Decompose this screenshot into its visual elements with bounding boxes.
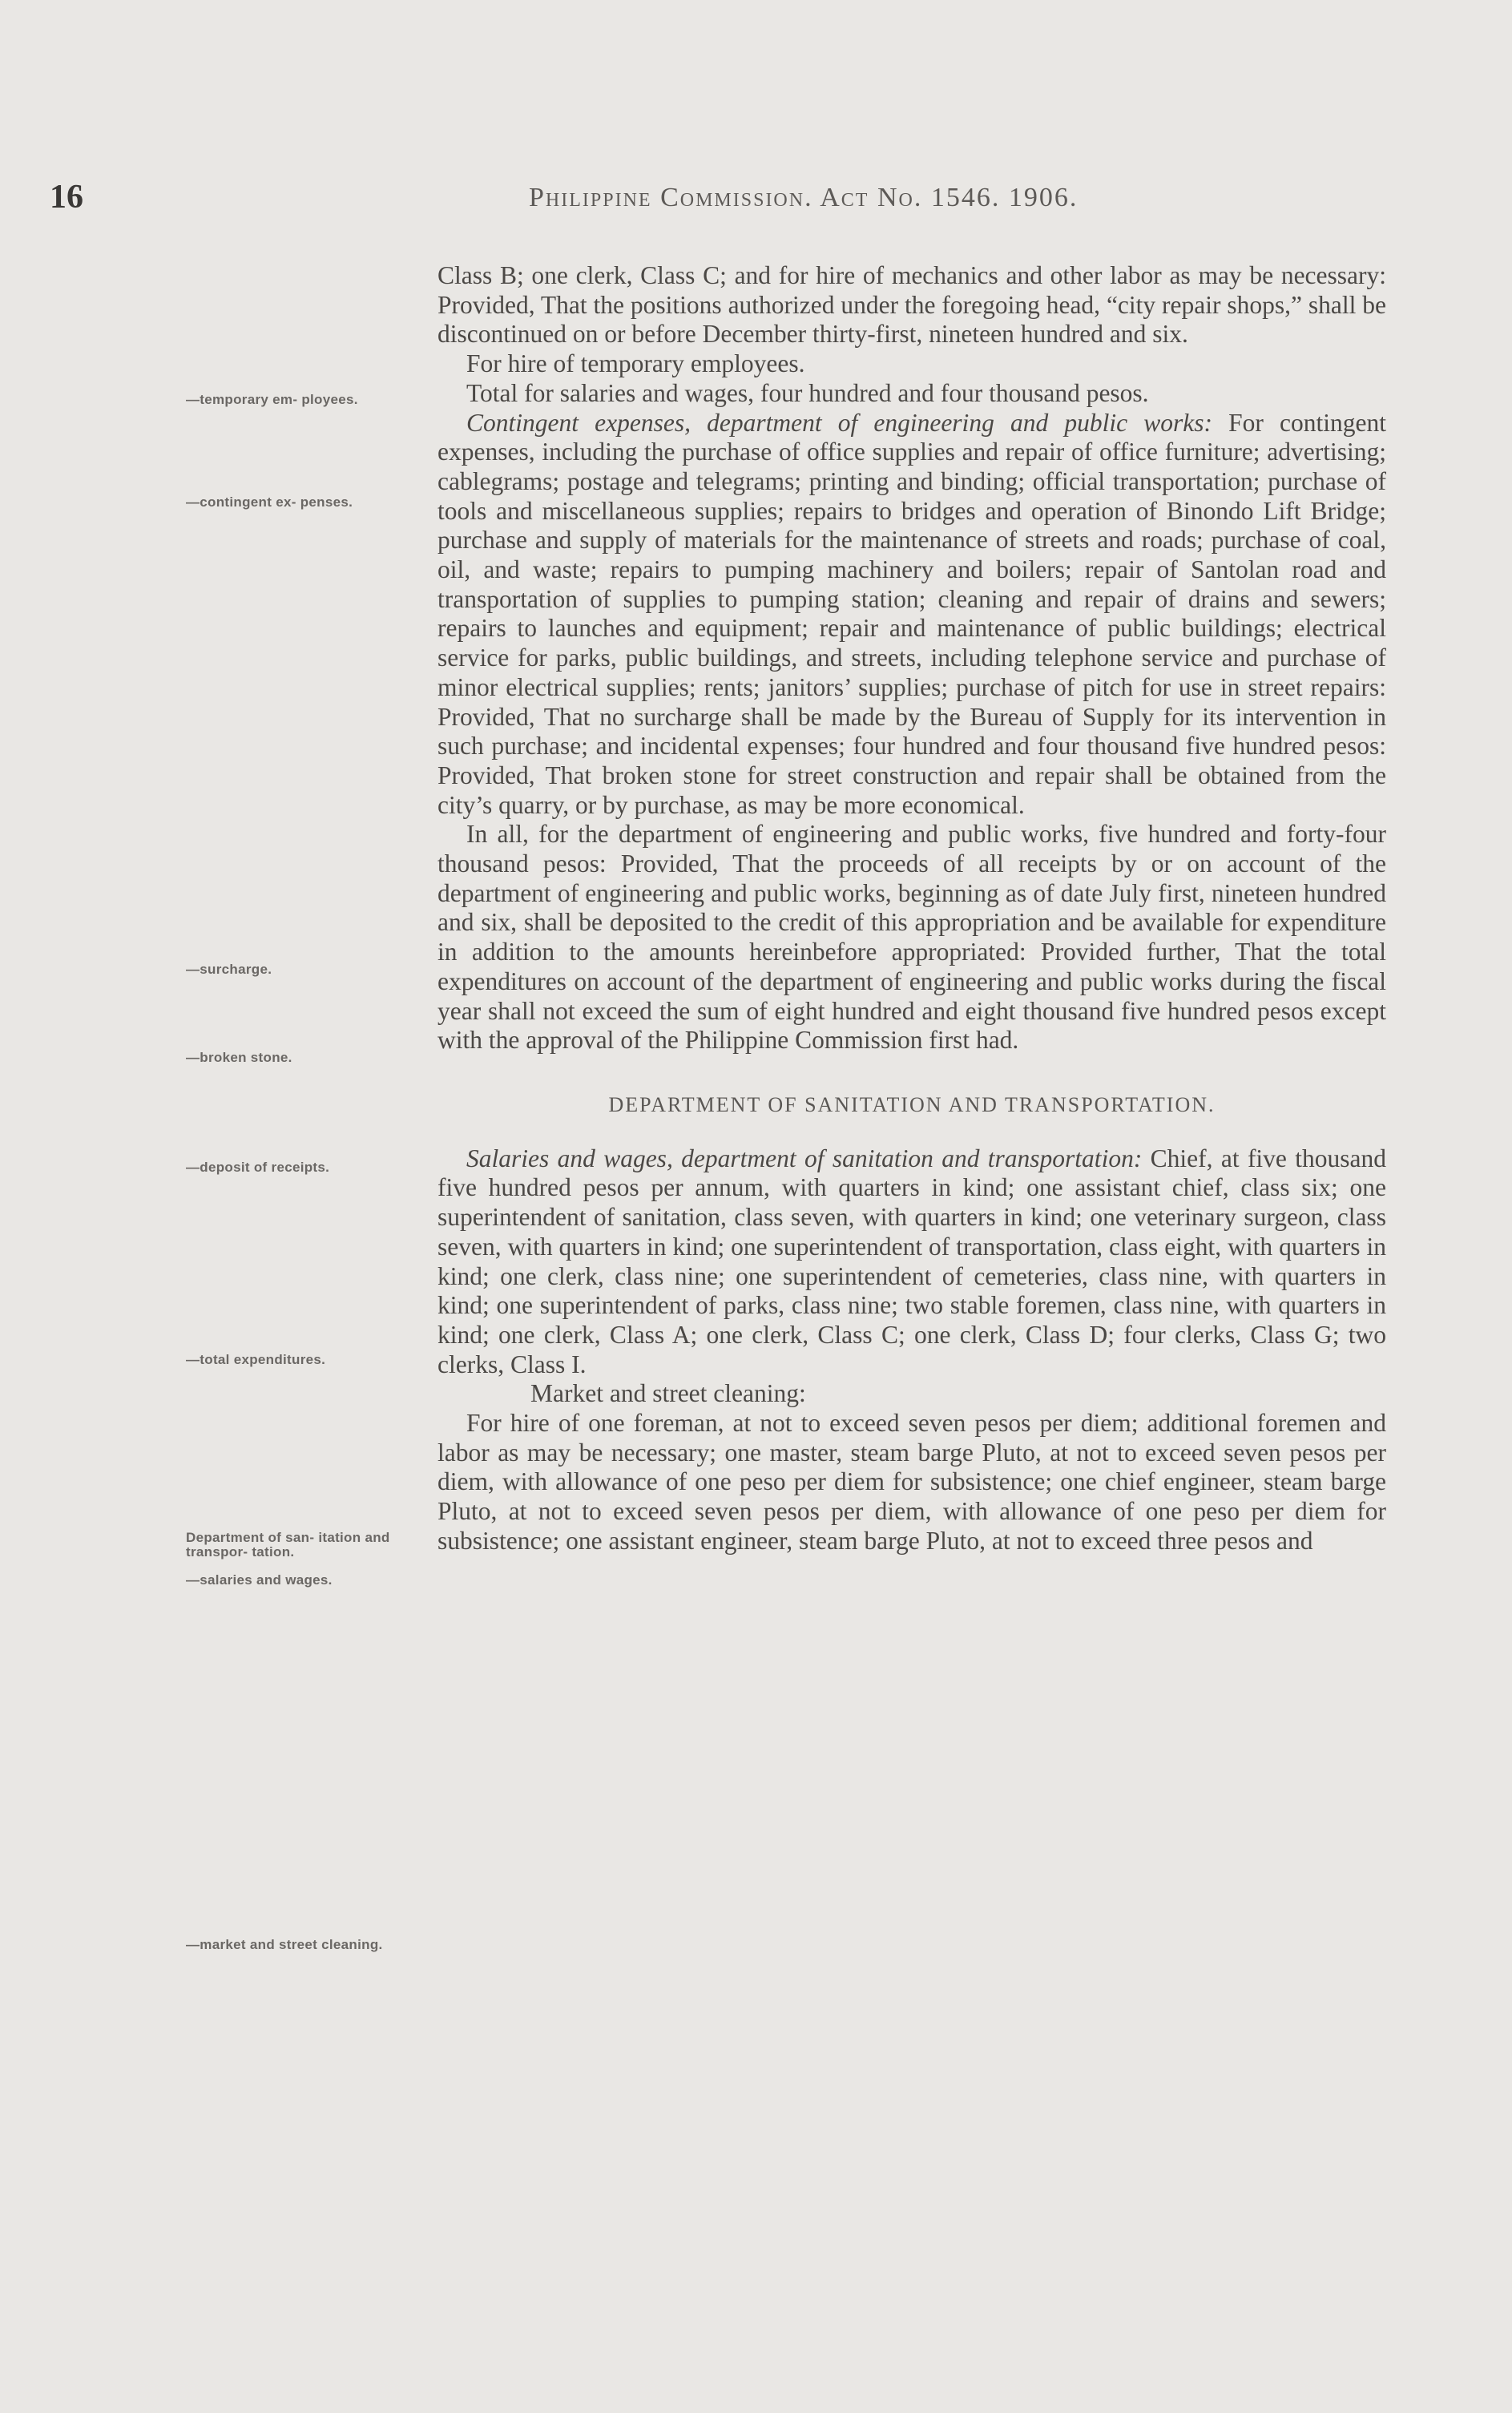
margin-note-total-expenditures: —total expenditures. (186, 1352, 326, 1367)
paragraph-salaries-sanitation (437, 1144, 1386, 1380)
paragraph-foreman-hire: For hire of one foreman, at not to exceed seven pesos per diem; additional foremen and labor as may be necessary; one master, steam barge Pluto, at not to exceed seven pesos per diem, with allowance of one peso per diem for subsistence; one chief engineer, steam barge Pluto, at not to exceed seven pesos per diem, with allowance of one peso per diem for subsistence; one assistant engineer, steam barge Pluto, at not to exceed three pesos and (437, 1409, 1386, 1555)
paragraph-contingent-expenses (437, 409, 1386, 821)
running-head: Philippine Commission. Act No. 1546. 1906. (529, 183, 1079, 212)
margin-note-market-street-cleaning: —market and street cleaning. (186, 1937, 383, 1952)
page-number: 16 (50, 179, 83, 216)
section-heading: DEPARTMENT OF SANITATION AND TRANSPORTATION. (608, 1092, 1216, 1116)
contingent-expenses-lead: Contingent expenses, department of engineering and public works: (466, 408, 1212, 437)
body-text (437, 261, 1386, 1556)
salaries-lead: Salaries and wages, department of sanitation and transportation: (466, 1144, 1143, 1172)
paragraph-temporary-employees: For hire of temporary employees. (466, 349, 805, 378)
paragraph-total-salaries: Total for salaries and wages, four hundred and four thousand pesos. (466, 378, 1149, 407)
margin-note-surcharge: —surcharge. (186, 962, 272, 977)
paragraph-class-b: Class B; one clerk, Class C; and for hire of mechanics and other labor as may be necessary: Provided, That the positions authorized under the foregoing head, “city repair shops,” shall be discontinued on or before December thirty-first, nineteen hundred and six. (437, 261, 1386, 349)
salaries-text: Chief, at five thousand five hundred pesos per annum, with quarters in kind; one assistant chief, class six; one superintendent of sanitation, class seven, with quarters in kind; one veterinary surgeon, class seven, with quarters in kind; one superintendent of transportation, class eight, with quarters in kind; one clerk, class nine; one superintendent of cemeteries, class nine, with quarters in kind; one superintendent of parks, class nine; two stable foremen, class nine, with quarters in kind; one clerk, Class A; one clerk, Class C; one clerk, Class D; four clerks, Class G; two clerks, Class I. (437, 1144, 1386, 1378)
margin-note-department-sanitation: Department of san- itation and transpor- tation. (186, 1530, 390, 1560)
page-header (0, 178, 1512, 226)
subhead-market-cleaning: Market and street cleaning: (530, 1379, 806, 1408)
margin-note-temporary-employees: —temporary em- ployees. (186, 392, 358, 407)
paragraph-in-all: In all, for the department of engineering and public works, five hundred and forty-four thousand pesos: Provided, That the proceeds of all receipts by or on account of the department of engineering and public works, beginning as of date July first, nineteen hundred and six, shall be deposited to the credit of this appropriation and be available for expenditure in addition to the amounts hereinbefore appropriated: Provided further, That the total expenditures on account of the department of engineering and public works during the fiscal year shall not exceed the sum of eight hundred and eight thousand five hundred pesos except with the approval of the Philippine Commission first had. (437, 820, 1386, 1055)
contingent-expenses-text: For contingent expenses, including the purchase of office supplies and repair of office furniture; advertising; cablegrams; postage and telegrams; printing and binding; official transportation; purchase of tools and miscellaneous supplies; repairs to bridges and operation of Binondo Lift Bridge; purchase and supply of materials for the maintenance of streets and roads; purchase of coal, oil, and waste; repairs to pumping machinery and boilers; repair of Santolan road and transportation of supplies to pumping station; cleaning and repair of drains and sewers; repairs to launches and equipment; repair and maintenance of public buildings; electrical service for parks, public buildings, and streets, including telephone service and purchase of minor electrical supplies; rents; janitors’ supplies; purchase of pitch for use in street repairs: Provided, That no surcharge shall be made by the Bureau of Supply for its intervention in such purchase; and incidental expenses; four hundred and four thousand five hundred pesos: Provided, That broken stone for street construction and repair shall be obtained from the city’s quarry, or by purchase, as may be more economical. (437, 408, 1386, 819)
margin-note-contingent-expenses: —contingent ex- penses. (186, 494, 353, 510)
margin-note-deposit-of-receipts: —deposit of receipts. (186, 1160, 330, 1175)
margin-note-broken-stone: —broken stone. (186, 1050, 292, 1065)
margin-note-salaries-and-wages: —salaries and wages. (186, 1572, 333, 1588)
